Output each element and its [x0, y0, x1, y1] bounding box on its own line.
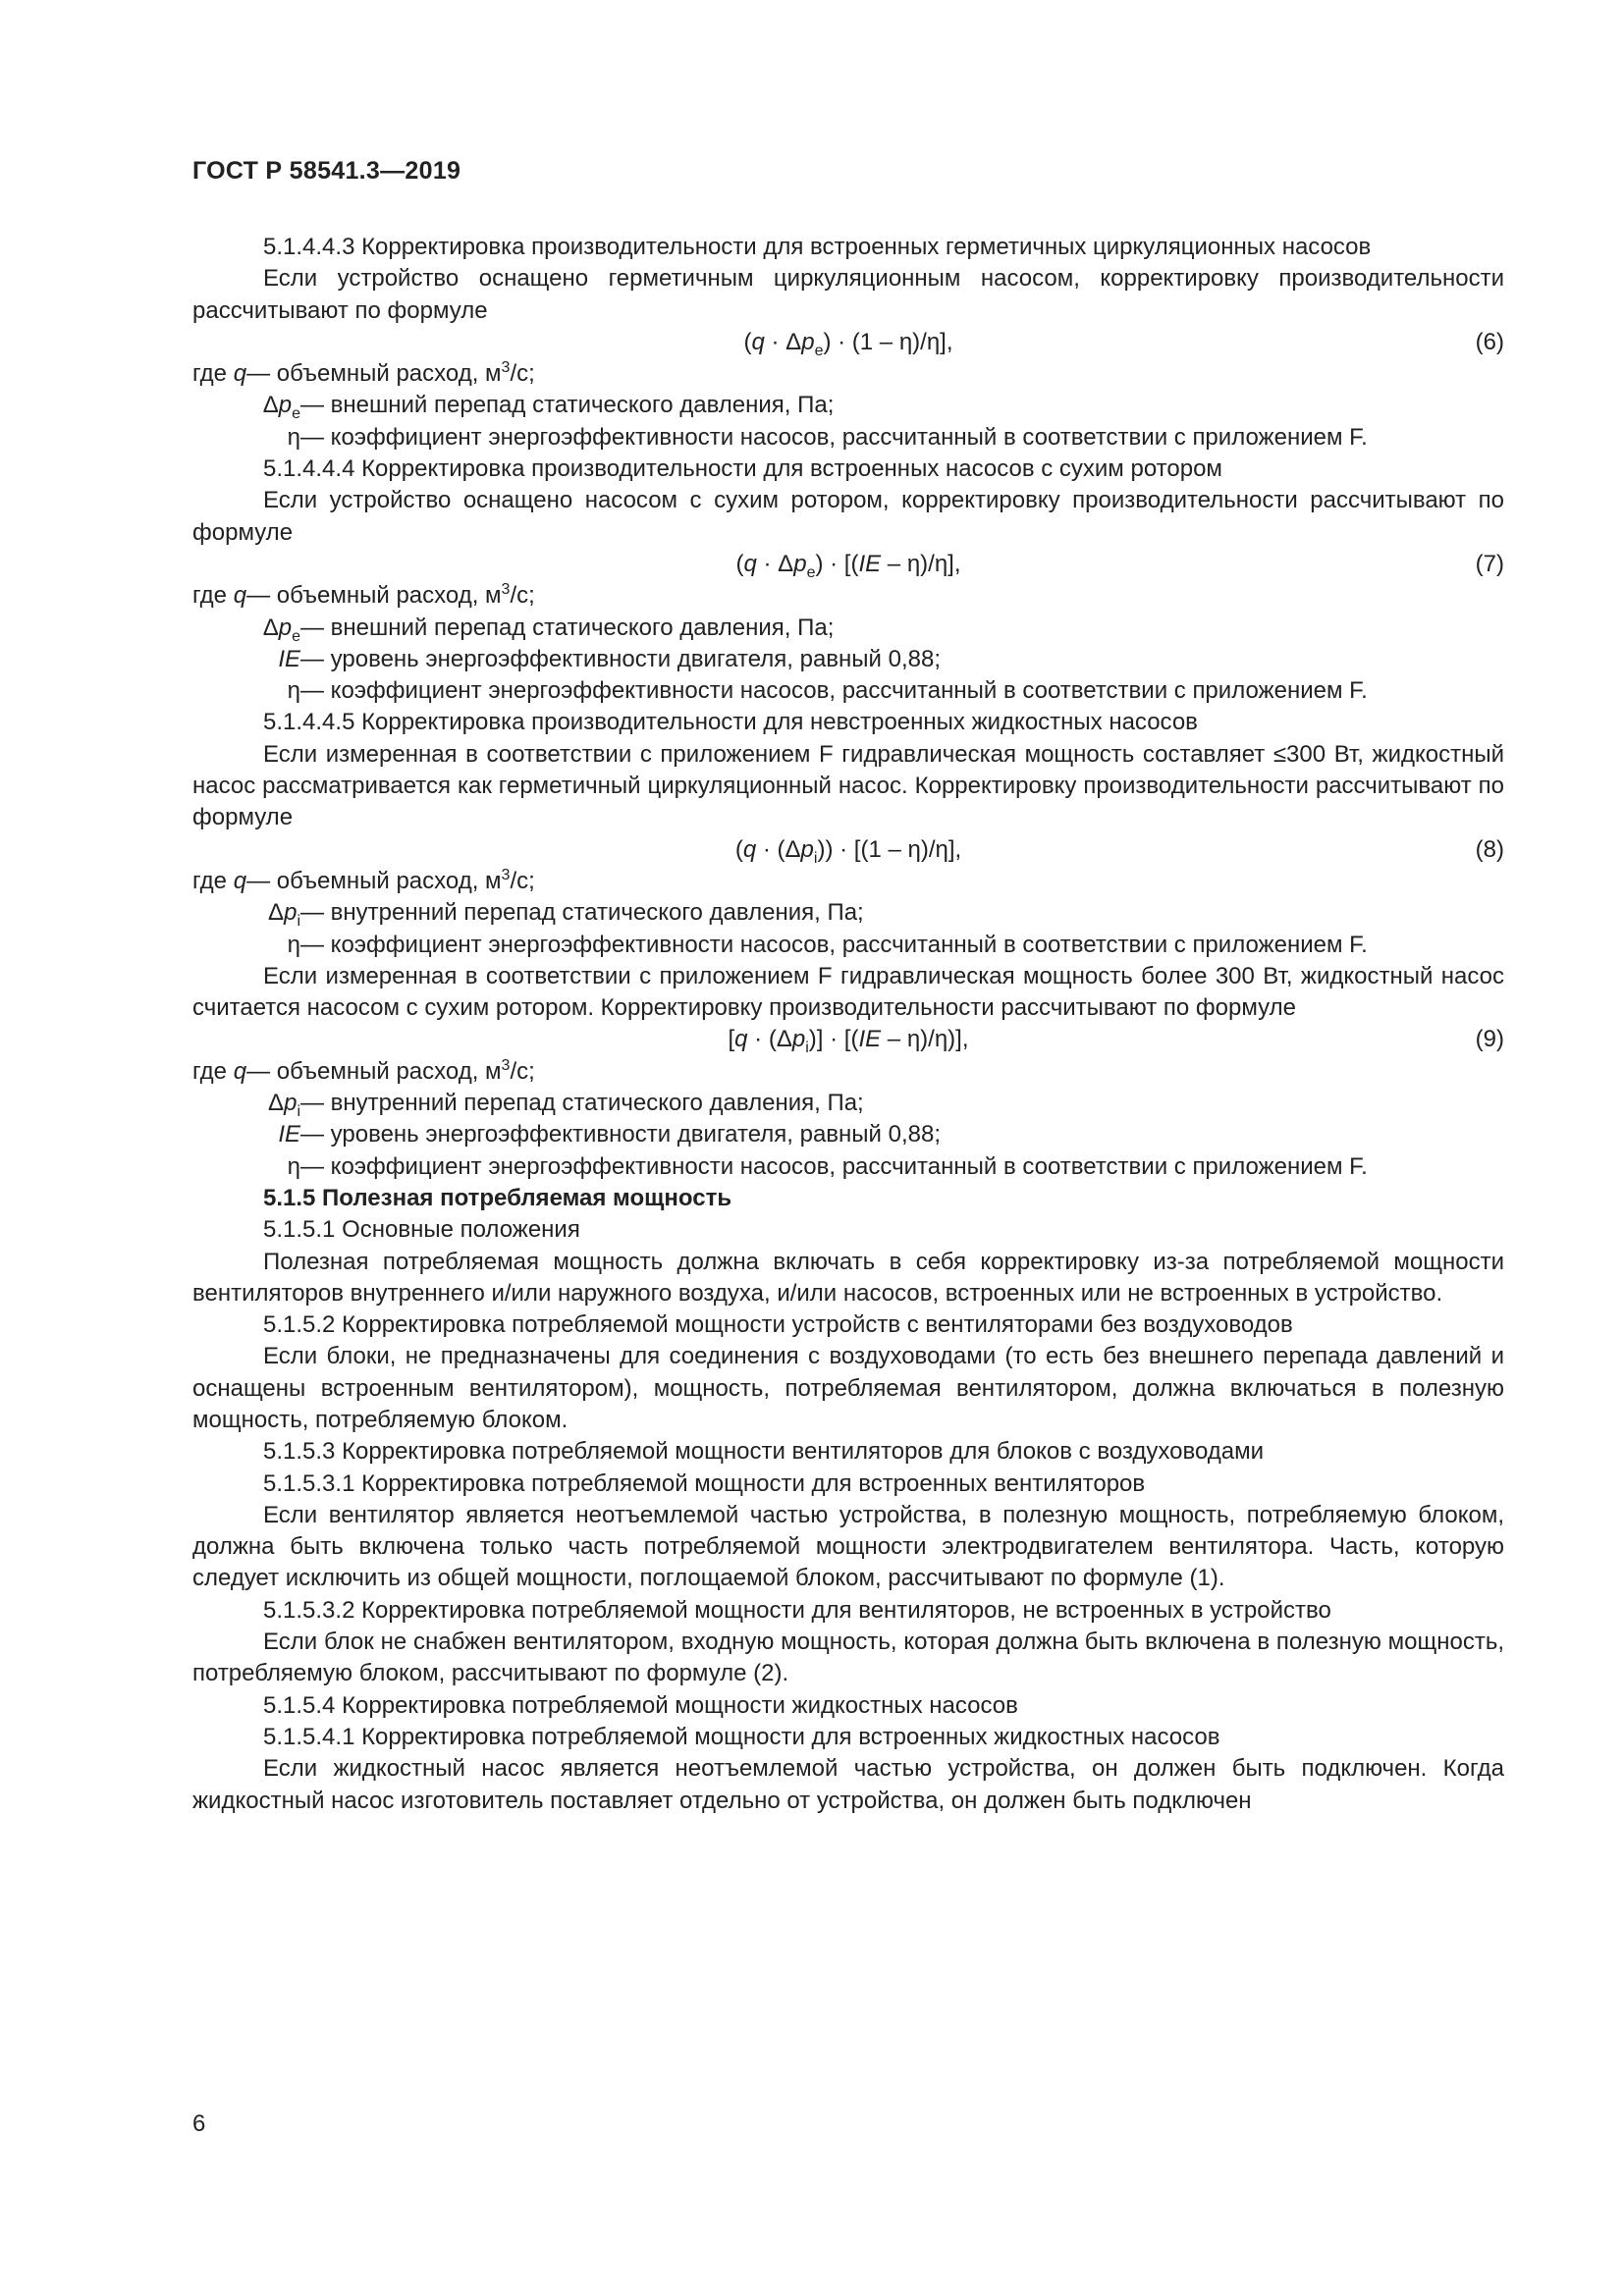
paragraph: Если измеренная в соответствии с приложением F гидравлическая мощность более 300 Вт, жидкостный насос считается насосом с сухим ротором. Корректировку производительности рассчитывают по формуле: [192, 962, 1504, 1022]
subsection-heading: 5.1.5.4.1 Корректировка потребляемой мощности для встроенных жидкостных насосов: [263, 1723, 1220, 1750]
section-heading-bold: 5.1.5 Полезная потребляемая мощность: [263, 1184, 732, 1211]
where-item-eta: η — коэффициент энергоэффективности насосов, рассчитанный в соответствии с приложением F.: [287, 677, 1368, 705]
where-item-dpi: $\Delta p_i$ — внутренний перепад статического давления, Па;: [268, 899, 864, 931]
subsection-heading: 5.1.5.1 Основные положения: [263, 1216, 580, 1244]
page-number: 6: [192, 2110, 206, 2137]
where-item-dpi: $\Delta p_i$ — внутренний перепад статического давления, Па;: [268, 1090, 864, 1120]
formula-expression: $(q \cdot \Delta p_e) \cdot (1 - \eta)/\eta$],: [743, 328, 953, 359]
where-item-ie: IE — уровень энергоэффективности двигателя, равный 0,88;: [278, 645, 942, 672]
where-item-eta: η — коэффициент энергоэффективности насосов, рассчитанный в соответствии с приложением F.: [287, 423, 1368, 451]
formula-expression: $(q \cdot (\Delta p_i)) \cdot [(1 - \eta)/\eta]$,: [734, 835, 962, 867]
where-item-q: где q — объемный расход, $м^3/с$;: [192, 359, 535, 388]
paragraph: Если блоки, не предназначены для соединения с воздуховодами (то есть без внешнего перепада давлений и оснащены встроенным вентилятором), мощность, потребляемая вентилятором, должна включаться в полезную мощность, потребляемую блоком.: [192, 1343, 1504, 1433]
where-item-q: где q — объемный расход, $м^3/с$;: [192, 581, 535, 610]
where-item-q: где q — объемный расход, $м^3/с$;: [192, 866, 535, 894]
section-heading: 5.1.4.4.3 Корректировка производительности для встроенных герметичных циркуляционных насосов: [263, 234, 1372, 260]
section-heading: 5.1.4.4.5 Корректировка производительности для невстроенных жидкостных насосов: [263, 709, 1198, 736]
where-item-dpe: $\Delta p_e$ — внешний перепад статического давления, Па;: [262, 392, 835, 423]
section-heading: 5.1.4.4.4 Корректировка производительности для встроенных насосов с сухим ротором: [263, 455, 1222, 483]
formula-expression: $(q \cdot \Delta p_e) \cdot [(IE - \eta)/\eta]$,: [735, 550, 961, 581]
formula-number: (9): [1475, 1026, 1504, 1053]
subsection-heading: 5.1.5.2 Корректировка потребляемой мощности устройств с вентиляторами без воздуховодов: [263, 1311, 1293, 1339]
paragraph: Если жидкостный насос является неотъемлемой частью устройства, он должен быть подключен. Когда жидкостный насос изготовитель поставляет отдельно от устройства, он должен быть подключен: [192, 1755, 1504, 1814]
formula-number: (8): [1475, 835, 1504, 863]
paragraph: Если устройство оснащено насосом с сухим ротором, корректировку производительности рассчитывают по формуле: [192, 487, 1504, 546]
formula-expression: $[q \cdot (\Delta p_i)] \cdot [(IE - \eta)/\eta)$],: [728, 1026, 969, 1057]
paragraph: Если измеренная в соответствии с приложением F гидравлическая мощность составляет ≤300 Вт, жидкостный насос рассматривается как герметичный циркуляционный насос. Корректировку производительности рассчитывают по формуле: [192, 740, 1504, 831]
where-item-dpe: $\Delta p_e$ — внешний перепад статического давления, Па;: [262, 614, 835, 645]
paragraph: Если блок не снабжен вентилятором, входную мощность, которая должна быть включена в полезную мощность, потребляемую блоком, рассчитывают по формуле (2).: [192, 1629, 1504, 1687]
where-item-eta: η — коэффициент энергоэффективности насосов, рассчитанный в соответствии с приложением F.: [287, 931, 1368, 958]
paragraph: Если вентилятор является неотъемлемой частью устройства, в полезную мощность, потребляемую блоком, должна быть включена только часть потребляемой мощности электродвигателем вентилятора. Часть, которую следует исключить из общей мощности, поглощаемой блоком, рассчитывают по формуле (1).: [192, 1501, 1504, 1592]
where-item-ie: IE — уровень энергоэффективности двигателя, равный 0,88;: [278, 1121, 942, 1148]
subsection-heading: 5.1.5.3.2 Корректировка потребляемой мощности для вентиляторов, не встроенных в устройство: [263, 1596, 1331, 1624]
subsection-heading: 5.1.5.4 Корректировка потребляемой мощности жидкостных насосов: [263, 1691, 1018, 1719]
subsection-heading: 5.1.5.3 Корректировка потребляемой мощности вентиляторов для блоков с воздуховодами: [263, 1438, 1265, 1466]
formula-number: (6): [1475, 328, 1504, 355]
document-header: ГОСТ Р 58541.3—2019: [192, 157, 461, 185]
where-item-eta: η — коэффициент энергоэффективности насосов, рассчитанный в соответствии с приложением F.: [287, 1152, 1368, 1180]
formula-number: (7): [1475, 550, 1504, 577]
paragraph: Полезная потребляемая мощность должна включать в себя корректировку из-за потребляемой мощности вентиляторов внутреннего и/или наружного воздуха, и/или насосов, встроенных или не встроенных в устройство.: [192, 1248, 1504, 1307]
where-item-q: где q — объемный расход, $м^3/с$;: [192, 1056, 535, 1085]
formula-7: [192, 549, 1504, 580]
formula-6: [192, 327, 1504, 358]
formula-8: [192, 834, 1504, 866]
paragraph: Если устройство оснащено герметичным циркуляционным насосом, корректировку производительности рассчитывают по формуле: [192, 265, 1504, 324]
document-body: [192, 232, 1504, 1817]
formula-9: [192, 1024, 1504, 1055]
subsection-heading: 5.1.5.3.1 Корректировка потребляемой мощности для встроенных вентиляторов: [263, 1469, 1146, 1497]
